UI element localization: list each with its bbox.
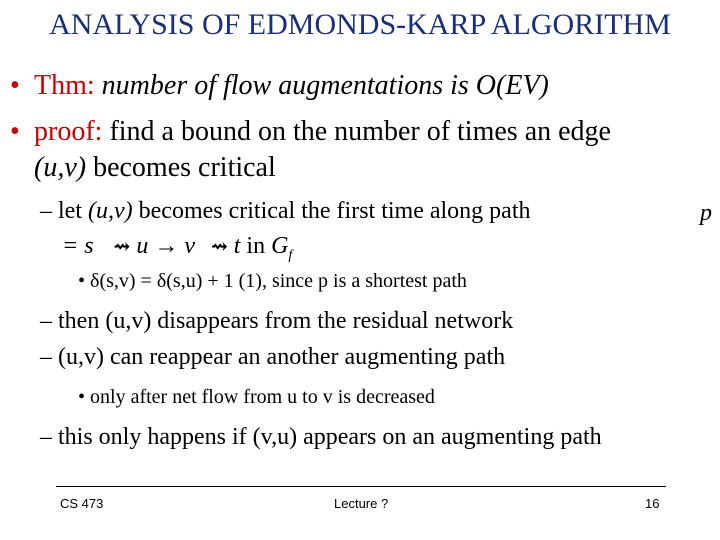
footer-page-number: 16 — [645, 496, 660, 511]
path-start: = s — [62, 233, 94, 259]
arrow-icon: → — [154, 233, 179, 259]
bullet-proof-line2 — [34, 152, 276, 184]
bullet-dot: • — [10, 70, 20, 101]
bullet-text: number of flow augmentations is O(EV) — [101, 70, 549, 101]
bullet-label: proof: — [34, 116, 103, 147]
sub-item-1-line2 — [62, 233, 292, 264]
sub-point-1 — [78, 270, 467, 293]
graph-gf: $G_f$ — [271, 233, 293, 263]
sub-point-3 — [78, 386, 435, 409]
bullet-text-cont: becomes critical — [93, 152, 276, 183]
point-text: only after net flow from u to v is decreased — [90, 386, 435, 408]
path-segment-dots: ⇝ — [113, 236, 131, 258]
edge-var: (u,v) — [88, 198, 133, 224]
sub-prefix: – let — [40, 198, 82, 224]
bullet-label: Thm: — [34, 70, 95, 101]
page-title: ANALYSIS OF EDMONDS-KARP ALGORITHM — [49, 8, 671, 41]
footer-lecture: Lecture ? — [334, 496, 389, 511]
bullet-text: find a bound on the number of times an edge — [109, 116, 611, 147]
node-v: v — [184, 233, 195, 259]
path-segment-dots: ⇝ — [210, 236, 228, 258]
bullet-dot: • — [10, 116, 20, 147]
sub-item-4: – this only happens if (v,u) appears on an augmenting path — [40, 424, 602, 450]
bullet-dot: • — [78, 386, 91, 408]
node-u: u — [136, 233, 149, 259]
sub-item-2: – then (u,v) disappears from the residual network — [40, 308, 514, 334]
bullet-thm — [10, 70, 549, 102]
bullet-dot: • — [78, 270, 91, 292]
path-var-p: p — [700, 200, 712, 226]
footer-course: CS 473 — [60, 496, 104, 511]
footer-divider — [56, 486, 666, 487]
bullet-proof — [10, 116, 611, 148]
edge-var: (u,v) — [34, 152, 87, 183]
point-text: δ(s,v) = δ(s,u) + 1 (1), since p is a shortest path — [90, 270, 467, 292]
sub-text: becomes critical the first time along path — [138, 198, 531, 224]
node-t: t — [233, 233, 241, 259]
sub-item-3: – (u,v) can reappear an another augmenting path — [40, 344, 506, 370]
sub-item-1 — [40, 198, 531, 225]
text-in: in — [246, 233, 266, 259]
